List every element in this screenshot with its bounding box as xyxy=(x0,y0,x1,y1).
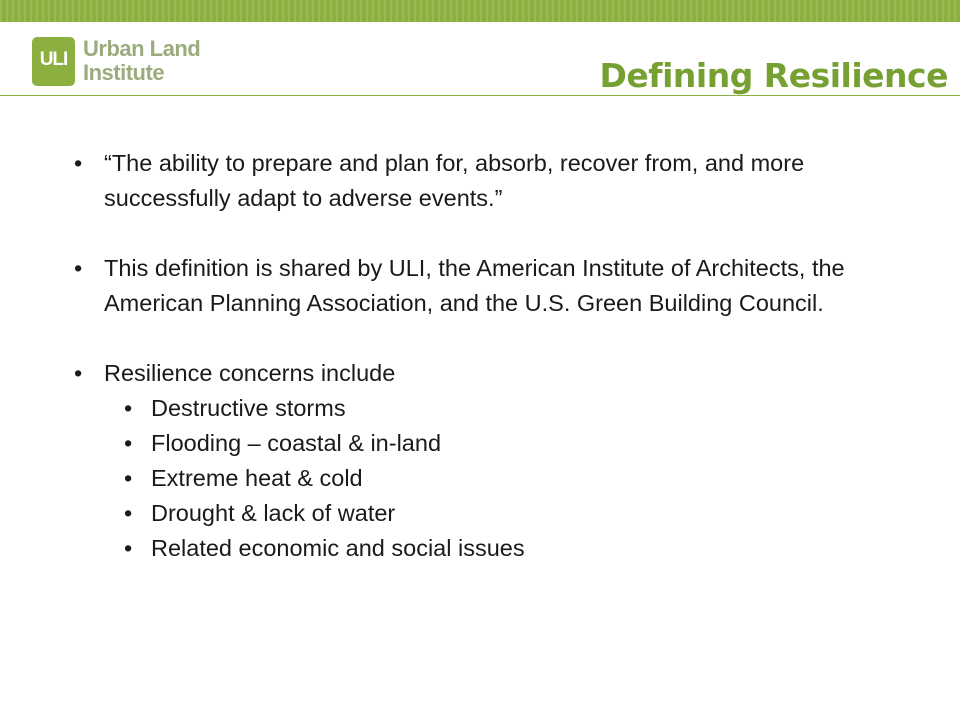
concern-item-economic-social: • Related economic and social issues xyxy=(72,531,912,566)
bullet-shared-definition: • This definition is shared by ULI, the American Institute of Architects, the American Planning Association, and the U.S. Green Building Council. xyxy=(72,251,912,321)
concerns-list xyxy=(72,391,912,566)
concern-item-storms: • Destructive storms xyxy=(72,391,912,426)
uli-logo-wordmark: Urban Land Institute xyxy=(83,36,201,85)
title-divider xyxy=(0,95,960,96)
bullet-concerns xyxy=(72,356,912,391)
bullet-concerns-label: Resilience concerns include xyxy=(104,360,396,386)
slide-body xyxy=(72,146,912,566)
concern-item-drought: • Drought & lack of water xyxy=(72,496,912,531)
concern-item-flooding: • Flooding – coastal & in-land xyxy=(72,426,912,461)
uli-logo-mark: ULI xyxy=(32,37,75,86)
top-decorative-band xyxy=(0,0,960,22)
concern-item-heat-cold: • Extreme heat & cold xyxy=(72,461,912,496)
slide-title: Defining Resilience xyxy=(599,56,948,95)
bullet-definition: • “The ability to prepare and plan for, absorb, recover from, and more successfully adapt to adverse events.” xyxy=(72,146,912,216)
